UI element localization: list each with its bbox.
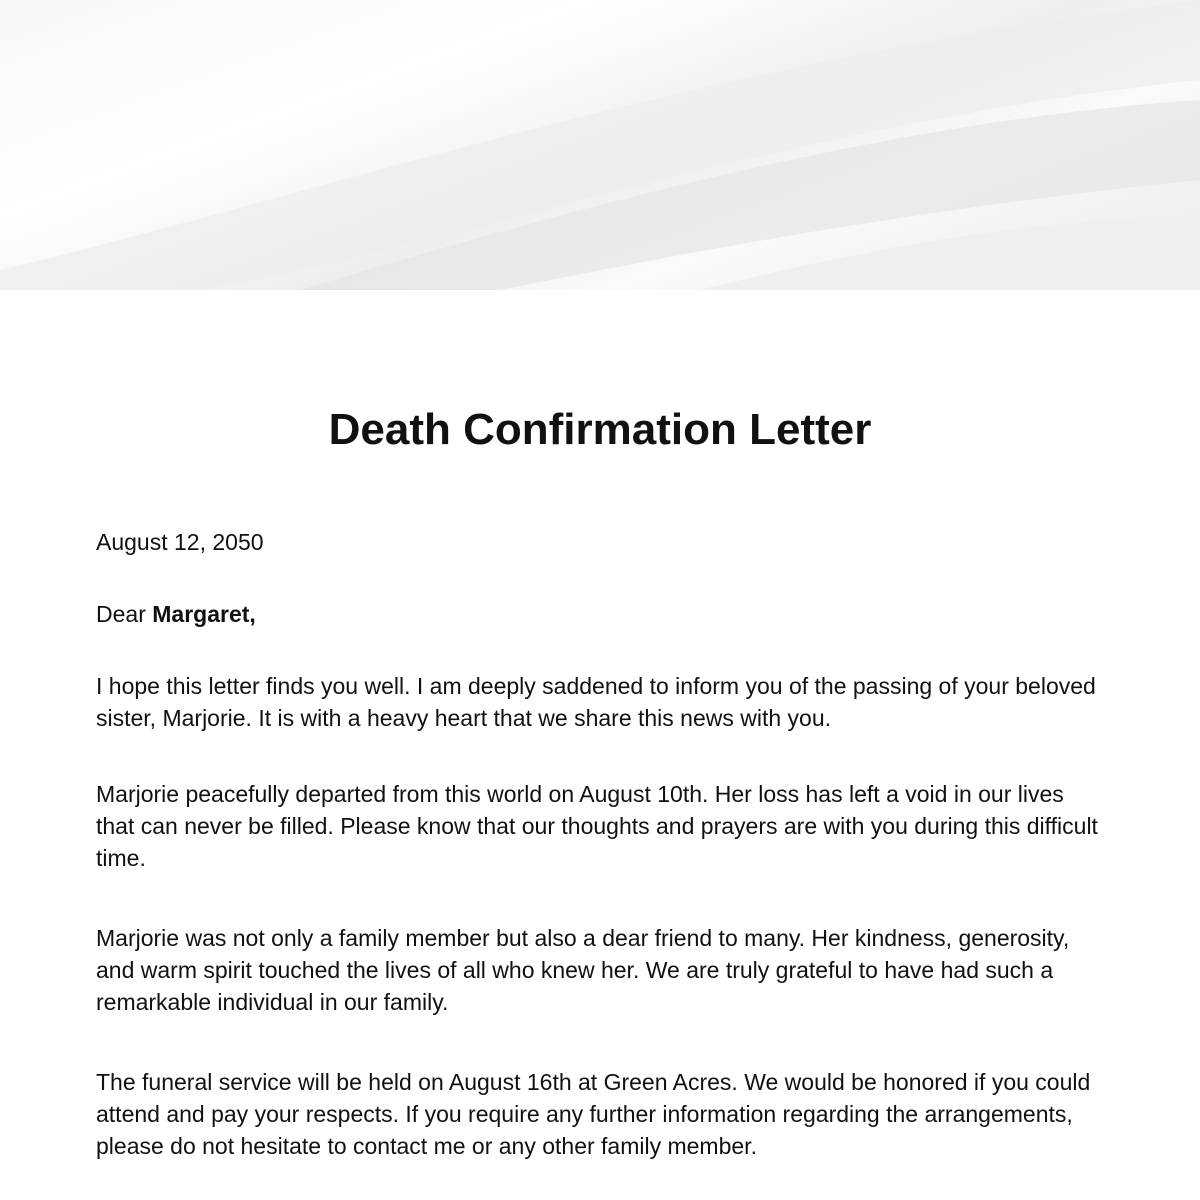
paragraph-4: The funeral service will be held on August 16th at Green Acres. We would be honored if you could attend and pay your respects. If you require any further information regarding the arrangements, please do not hesitate to contact me or any other family member. — [96, 1069, 1091, 1159]
paragraph-2: Marjorie peacefully departed from this world on August 10th. Her loss has left a void in our lives that can never be filled. Please know that our thoughts and prayers are with you during this difficult time. — [96, 781, 1098, 871]
header-banner — [0, 0, 1200, 290]
page-title: Death Confirmation Letter — [328, 405, 872, 454]
letter-date: August 12, 2050 — [96, 529, 264, 555]
salutation-prefix: Dear — [96, 601, 153, 627]
recipient-name: Margaret, — [152, 601, 256, 627]
salutation — [96, 598, 1106, 630]
paragraph-3: Marjorie was not only a family member but also a dear friend to many. Her kindness, generosity, and warm spirit touched the lives of all who knew her. We are truly grateful to have had such a remarkable individual in our family. — [96, 925, 1070, 1015]
abstract-wave-decoration — [0, 0, 1200, 290]
paragraph-1: I hope this letter finds you well. I am deeply saddened to inform you of the passing of your beloved sister, Marjorie. It is with a heavy heart that we share this news with you. — [96, 673, 1096, 731]
